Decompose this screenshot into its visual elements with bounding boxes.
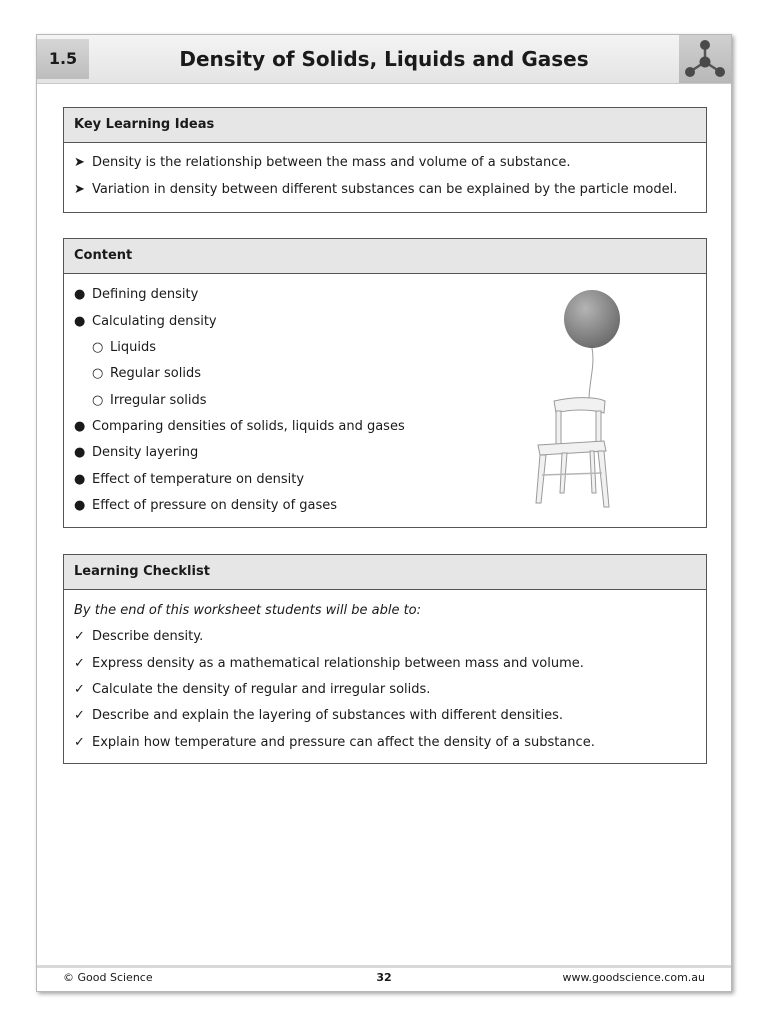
content-item: Effect of pressure on density of gases bbox=[92, 498, 338, 513]
checklist-item: Explain how temperature and pressure can affect the density of a substance. bbox=[92, 735, 595, 750]
check-icon: ✓ bbox=[74, 629, 85, 644]
checklist-item: Express density as a mathematical relationship between mass and volume. bbox=[92, 656, 584, 671]
bullet-icon: ● bbox=[74, 287, 86, 302]
section-number: 1.5 bbox=[37, 39, 89, 79]
checklist-intro: By the end of this worksheet students will be able to: bbox=[74, 603, 422, 618]
sub-bullet-icon: ○ bbox=[92, 340, 104, 355]
content-item: Effect of temperature on density bbox=[92, 472, 305, 487]
bullet-icon: ● bbox=[74, 472, 86, 487]
bullet-icon: ● bbox=[74, 314, 86, 329]
check-icon: ✓ bbox=[74, 656, 85, 671]
page-header bbox=[37, 35, 731, 84]
molecule-icon bbox=[679, 35, 731, 83]
checklist-item: Describe and explain the layering of substances with different densities. bbox=[92, 708, 564, 723]
content-subitem: Irregular solids bbox=[110, 393, 207, 408]
content-subitem: Regular solids bbox=[110, 366, 201, 381]
bullet-icon: ● bbox=[74, 445, 86, 460]
content-item: Comparing densities of solids, liquids and gases bbox=[92, 419, 405, 434]
learning-checklist-box bbox=[63, 554, 707, 764]
key-learning-item: Density is the relationship between the mass and volume of a substance. bbox=[92, 155, 571, 170]
balloon-chair-image bbox=[526, 289, 642, 511]
check-icon: ✓ bbox=[74, 682, 85, 697]
page-title: Density of Solids, Liquids and Gases bbox=[179, 47, 589, 71]
worksheet-page bbox=[36, 34, 732, 992]
footer-website: www.goodscience.com.au bbox=[562, 971, 705, 984]
check-icon: ✓ bbox=[74, 735, 85, 750]
checklist-item: Describe density. bbox=[92, 629, 204, 644]
key-learning-item: Variation in density between different substances can be explained by the particle model. bbox=[92, 182, 678, 197]
checklist-heading: Learning Checklist bbox=[64, 555, 706, 590]
content-item: Density layering bbox=[92, 445, 199, 460]
sub-bullet-icon: ○ bbox=[92, 366, 104, 381]
bullet-icon: ● bbox=[74, 419, 86, 434]
page-number: 32 bbox=[376, 971, 392, 984]
check-icon: ✓ bbox=[74, 708, 85, 723]
bullet-icon: ● bbox=[74, 498, 86, 513]
key-learning-heading: Key Learning Ideas bbox=[64, 108, 706, 143]
arrow-bullet-icon: ➤ bbox=[74, 182, 85, 197]
content-subitem: Liquids bbox=[110, 340, 156, 355]
arrow-bullet-icon: ➤ bbox=[74, 155, 85, 170]
key-learning-box bbox=[63, 107, 707, 213]
sub-bullet-icon: ○ bbox=[92, 393, 104, 408]
content-box bbox=[63, 238, 707, 528]
content-item: Defining density bbox=[92, 287, 199, 302]
content-heading: Content bbox=[64, 239, 706, 274]
content-item: Calculating density bbox=[92, 314, 217, 329]
checklist-item: Calculate the density of regular and irregular solids. bbox=[92, 682, 431, 697]
footer-copyright: © Good Science bbox=[63, 971, 153, 984]
footer-divider bbox=[37, 965, 731, 968]
